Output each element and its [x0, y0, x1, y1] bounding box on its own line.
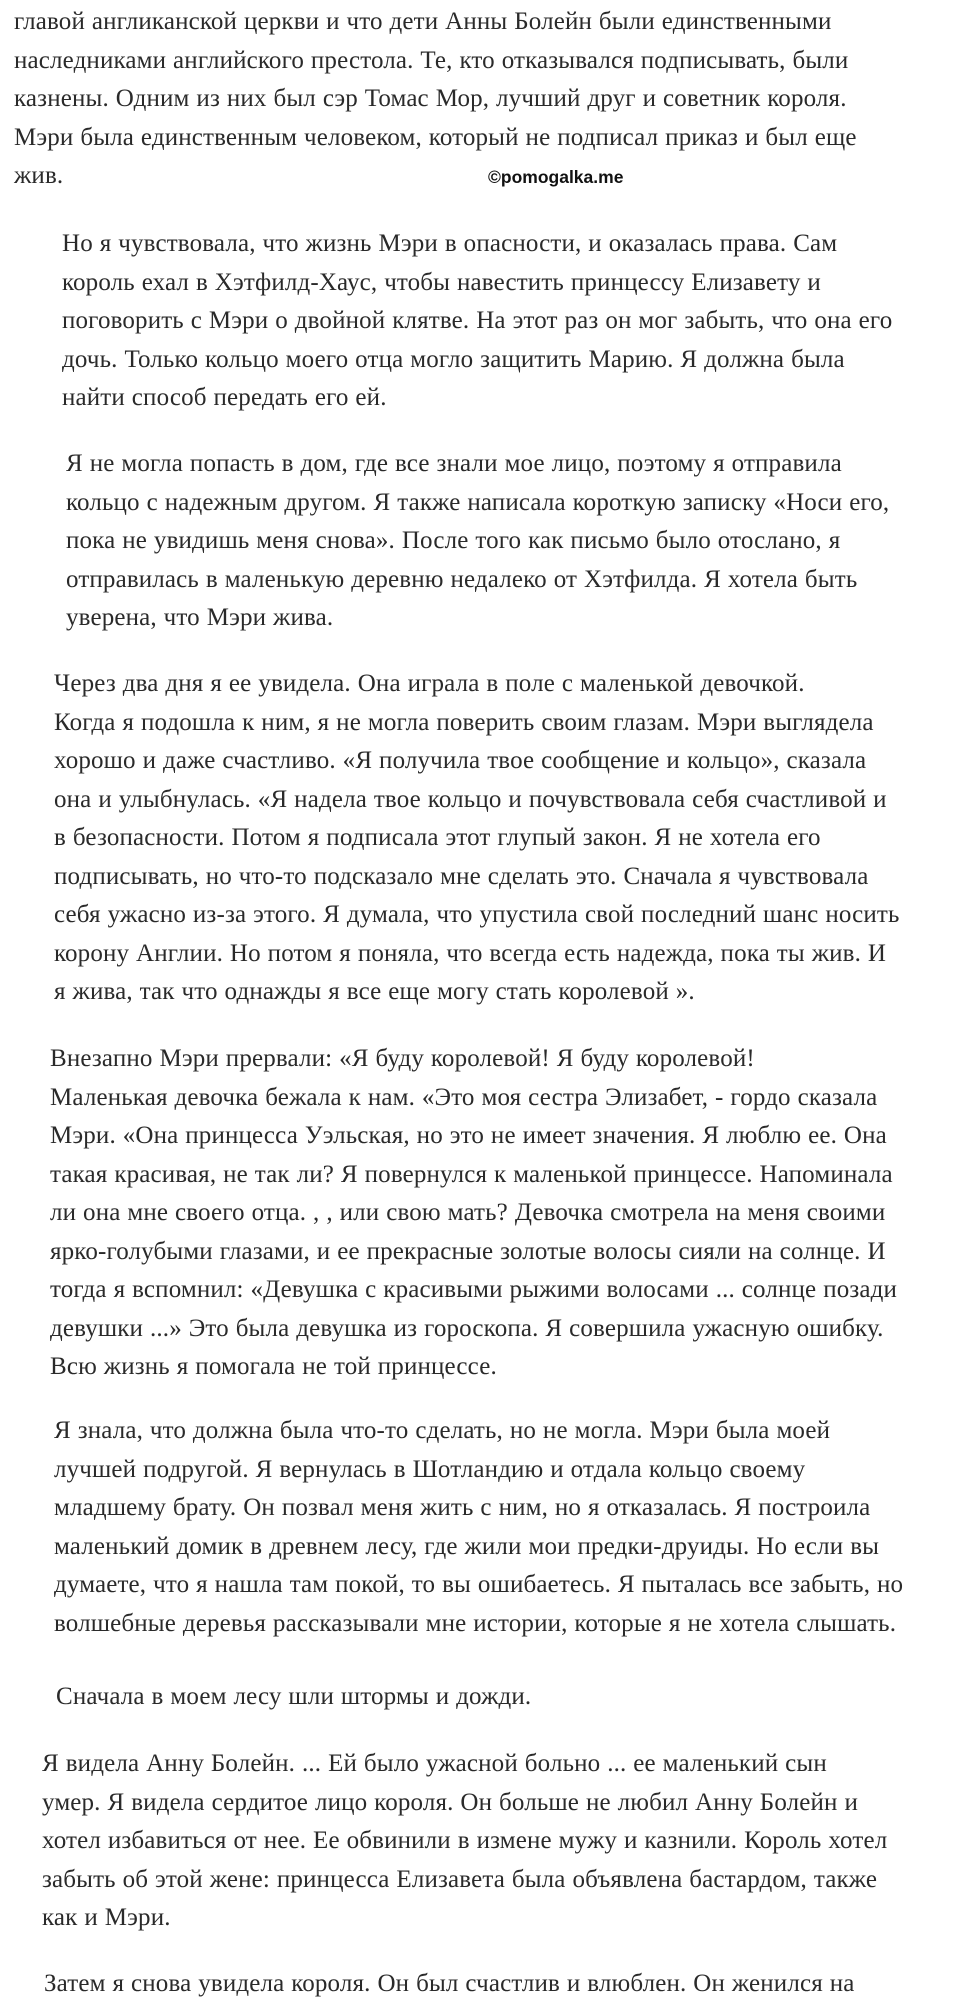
text-line: кольцо с надежным другом. Я также написала короткую записку «Носи его,	[66, 488, 890, 516]
text-line: поговорить с Мэри о двойной клятве. На этот раз он мог забыть, что она его	[62, 307, 893, 334]
text-line: Когда я подошла к ним, я не могла поверить своим глазам. Мэри выглядела	[54, 708, 874, 736]
text-line: казнены. Одним из них был сэр Томас Мор, лучший друг и советник короля.	[14, 85, 847, 112]
text-line: лучшей подругой. Я вернулась в Шотландию и отдала кольцо своему	[54, 1455, 806, 1483]
text-line: Внезапно Мэри прервали: «Я буду королевой! Я буду королевой!	[50, 1045, 755, 1072]
text-line: король ехал в Хэтфилд-Хаус, чтобы навестить принцессу Елизавету и	[62, 268, 821, 296]
paragraph-9	[14, 1965, 954, 2000]
text-line: тогда я вспомнил: «Девушка с красивыми рыжими волосами ... солнце позади	[50, 1276, 898, 1303]
text-line: уверена, что Мэри жива.	[66, 604, 334, 631]
text-line: хотел избавиться от нее. Ее обвинили в измене мужу и казнили. Король хотел	[42, 1827, 888, 1854]
text-line: умер. Я видела сердитое лицо короля. Он больше не любил Анну Болейн и	[42, 1788, 858, 1816]
text-line: забыть об этой жене: принцесса Елизавета была объявлена бастардом, также	[42, 1865, 878, 1893]
text-line: подписывать, но что-то подсказало мне сделать это. Сначала я чувствовала	[54, 862, 869, 890]
text-line: девушки ...» Это была девушка из гороскопа. Я совершила ужасную ошибку.	[50, 1314, 884, 1342]
text-line: я жива, так что однажды я все еще могу стать королевой ».	[54, 978, 695, 1005]
text-line: отправилась в маленькую деревню недалеко от Хэтфилда. Я хотела быть	[66, 565, 858, 593]
paragraph-7	[14, 1678, 954, 1717]
paragraph-6	[14, 1412, 954, 1643]
paragraph-2	[14, 225, 954, 418]
paragraph-8	[14, 1745, 954, 1938]
text-line: она и улыбнулась. «Я надела твое кольцо и почувствовала себя счастливой и	[54, 785, 887, 813]
text-line: такая красивая, не так ли? Я повернулся к маленькой принцессе. Напоминала	[50, 1160, 893, 1188]
text-line: хорошо и даже счастливо. «Я получила твое сообщение и кольцо», сказала	[54, 747, 867, 774]
text-line: себя ужасно из-за этого. Я думала, что упустила свой последний шанс носить	[54, 901, 900, 928]
text-line: младшему брату. Он позвал меня жить с ним, но я отказалась. Я построила	[54, 1494, 871, 1521]
paragraph-5	[14, 1040, 954, 1387]
text-line: волшебные деревья рассказывали мне истории, которые я не хотела слышать.	[54, 1609, 897, 1637]
text-line: Всю жизнь я помогала не той принцессе.	[50, 1353, 497, 1380]
text-line: жив.	[14, 162, 64, 189]
text-line: Мэри. «Она принцесса Уэльская, но это не имеет значения. Я люблю ее. Она	[50, 1122, 887, 1149]
text-line: Но я чувствовала, что жизнь Мэри в опасности, и оказалась права. Сам	[62, 230, 838, 257]
paragraph-3	[14, 445, 954, 638]
text-line: как и Мэри.	[42, 1904, 171, 1931]
text-line: в безопасности. Потом я подписала этот глупый закон. Я не хотела его	[54, 824, 821, 851]
text-line: Сначала в моем лесу шли штормы и дожди.	[56, 1683, 532, 1710]
text-line: наследниками английского престола. Те, кто отказывался подписывать, были	[14, 46, 849, 74]
text-line: думаете, что я нашла там покой, то вы ошибаетесь. Я пыталась все забыть, но	[54, 1571, 904, 1598]
watermark-text: ©pomogalka.me	[488, 167, 624, 187]
text-line: Затем я снова увидела короля. Он был счастлив и влюблен. Он женился на	[44, 1970, 855, 1997]
text-line: главой англиканской церкви и что дети Анны Болейн были единственными	[14, 8, 832, 35]
text-line: Мэри была единственным человеком, который не подписал приказ и был еще	[14, 123, 857, 151]
text-line: Я знала, что должна была что-то сделать, но не могла. Мэри была моей	[54, 1417, 831, 1444]
text-line: Маленькая девочка бежала к нам. «Это моя сестра Элизабет, - гордо сказала	[50, 1083, 878, 1111]
text-line: пока не увидишь меня снова». После того как письмо было отослано, я	[66, 527, 841, 554]
text-line: Через два дня я ее увидела. Она играла в поле с маленькой девочкой.	[54, 670, 805, 697]
text-line: ли она мне своего отца. , , или свою мать? Девочка смотрела на меня своими	[50, 1199, 886, 1226]
text-line: дочь. Только кольцо моего отца могло защитить Марию. Я должна была	[62, 345, 845, 373]
text-line: найти способ передать его ей.	[62, 384, 387, 411]
text-line: корону Англии. Но потом я поняла, что всегда есть надежда, пока ты жив. И	[54, 939, 887, 967]
text-line: маленький домик в древнем лесу, где жили мои предки-друиды. Но если вы	[54, 1532, 880, 1560]
text-line: ярко-голубыми глазами, и ее прекрасные золотые волосы сияли на солнце. И	[50, 1237, 886, 1265]
paragraph-1	[14, 3, 954, 196]
paragraph-4	[14, 665, 954, 1012]
text-line: Я не могла попасть в дом, где все знали мое лицо, поэтому я отправила	[66, 450, 842, 477]
text-line: Я видела Анну Болейн. ... Ей было ужасной больно ... ее маленький сын	[42, 1750, 827, 1777]
